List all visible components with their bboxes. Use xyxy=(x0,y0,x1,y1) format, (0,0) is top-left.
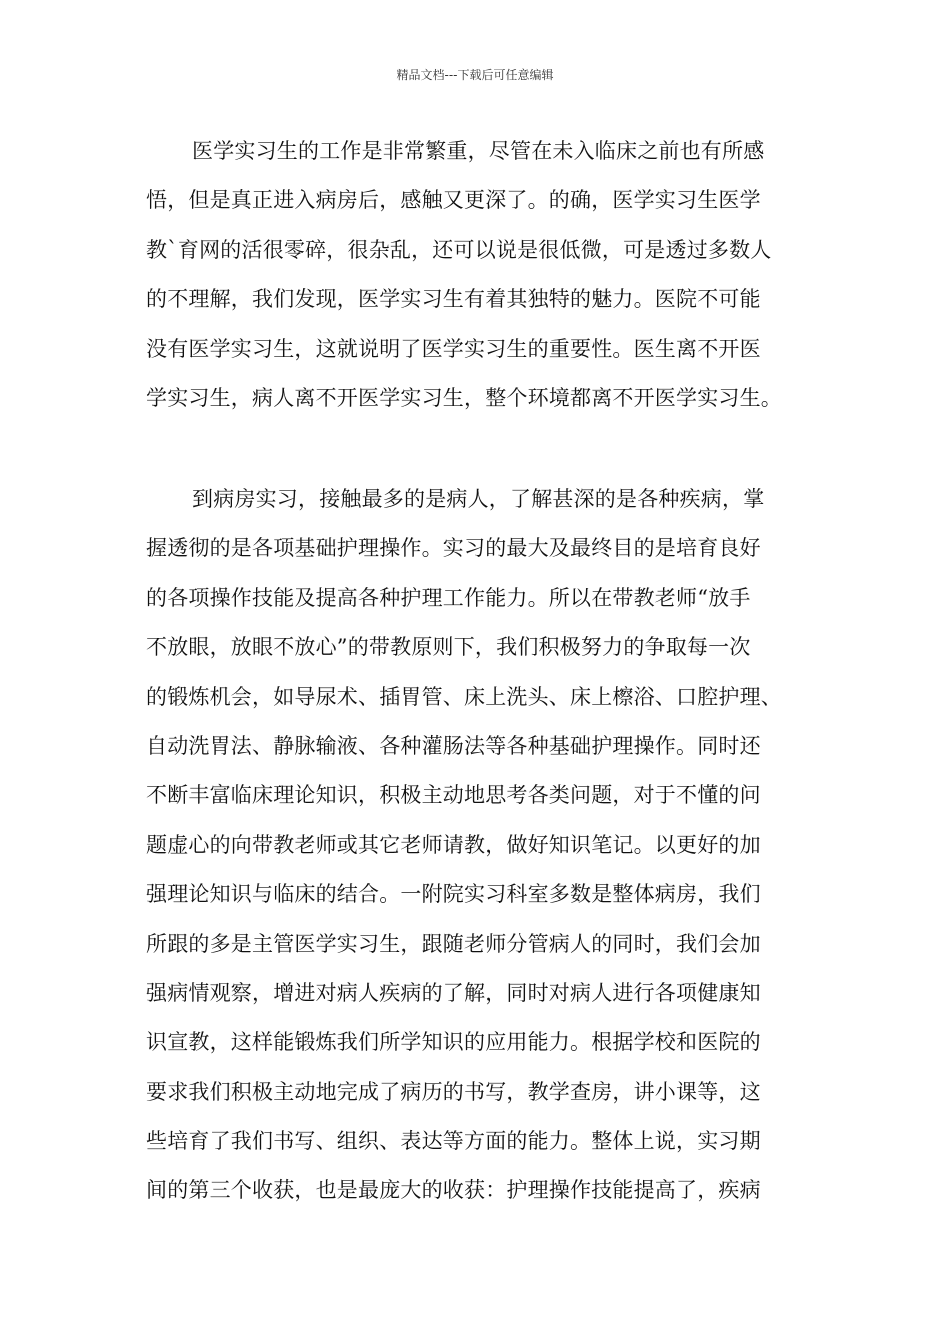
paragraph-line: 学实习生，病人离不开医学实习生，整个环境都离不开医学实习生。 xyxy=(146,385,782,410)
paragraph-line: 间的第三个收获，也是最庞大的收获：护理操作技能提高了，疾病 xyxy=(146,1178,761,1203)
paragraph-2 xyxy=(146,475,826,1216)
paragraph-line: 题虚心的向带教老师或其它老师请教，做好知识笔记。以更好的加 xyxy=(146,832,761,857)
paragraph-line: 自动洗胃法、静脉输液、各种灌肠法等各种基础护理操作。同时还 xyxy=(146,733,761,758)
paragraph-line: 到病房实习，接触最多的是病人，了解甚深的是各种疾病，掌 xyxy=(192,487,765,511)
paragraph-line: 识宣教，这样能锻炼我们所学知识的应用能力。根据学校和医院的 xyxy=(146,1030,761,1055)
paragraph-line: 悟，但是真正进入病房后，感触又更深了。的确，医学实习生医学 xyxy=(146,188,761,213)
paragraph-line: 强病情观察，增进对病人疾病的了解，同时对病人进行各项健康知 xyxy=(146,980,761,1005)
paragraph-line: 些培育了我们书写、组织、表达等方面的能力。整体上说，实习期 xyxy=(146,1129,761,1154)
paragraph-line: 要求我们积极主动地完成了病历的书写，教学查房，讲小课等，这 xyxy=(146,1079,761,1104)
page-header: 精品文档---下载后可任意编辑 xyxy=(396,68,554,82)
paragraph-line: 所跟的多是主管医学实习生，跟随老师分管病人的同时，我们会加 xyxy=(146,931,761,956)
paragraph-1 xyxy=(146,127,826,423)
paragraph-line: 教`育网的活很零碎，很杂乱，还可以说是很低微，可是透过多数人 xyxy=(146,237,772,262)
paragraph-line: 不放眼，放眼不放心”的带教原则下，我们积极努力的争取每一次 xyxy=(146,635,751,660)
paragraph-line: 医学实习生的工作是非常繁重，尽管在未入临床之前也有所感 xyxy=(192,139,765,163)
paragraph-line: 的锻炼机会，如导尿术、插胃管、床上洗头、床上檫浴、口腔护理、 xyxy=(146,684,782,709)
paragraph-line: 的各项操作技能及提高各种护理工作能力。所以在带教老师“放手 xyxy=(146,585,751,610)
paragraph-line: 强理论知识与临床的结合。一附院实习科室多数是整体病房，我们 xyxy=(146,882,761,907)
paragraph-line: 握透彻的是各项基础护理操作。实习的最大及最终目的是培育良好 xyxy=(146,536,761,561)
paragraph-line: 的不理解，我们发现，医学实习生有着其独特的魅力。医院不可能 xyxy=(146,287,761,312)
paragraph-line: 没有医学实习生，这就说明了医学实习生的重要性。医生离不开医 xyxy=(146,336,761,361)
paragraph-line: 不断丰富临床理论知识，积极主动地思考各类问题，对于不懂的问 xyxy=(146,783,761,808)
